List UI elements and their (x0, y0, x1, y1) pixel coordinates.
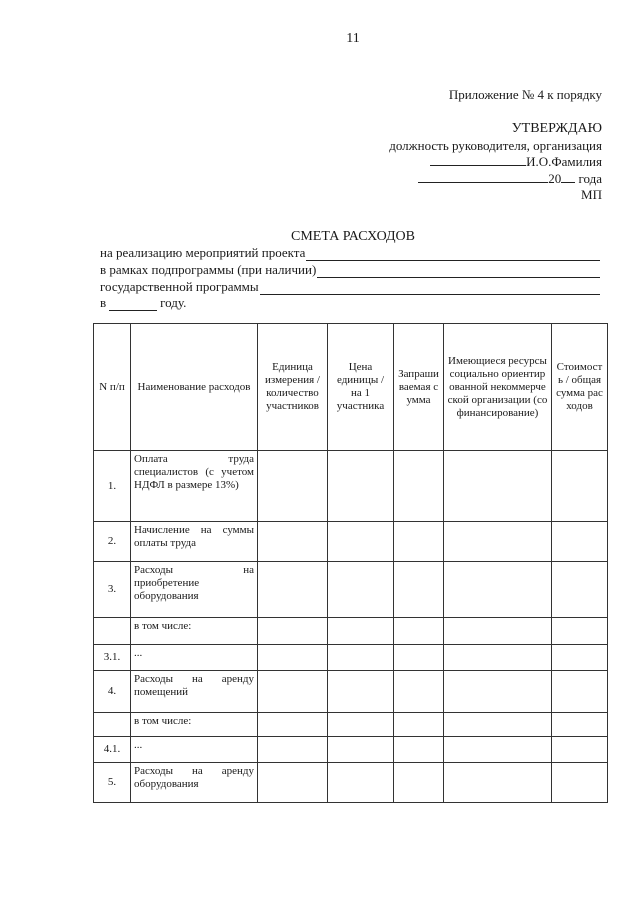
cell-requested[interactable] (394, 451, 444, 522)
cell-price[interactable] (328, 763, 394, 803)
year-suffix: году. (160, 295, 187, 310)
cell-total[interactable] (552, 562, 608, 618)
year-prefix: в (100, 295, 107, 310)
table-row (94, 763, 608, 803)
cell-requested[interactable] (394, 618, 444, 645)
cell-requested[interactable] (394, 645, 444, 671)
cell-total[interactable] (552, 522, 608, 562)
row-name: Расходы на аренду оборудования (131, 763, 258, 803)
cell-resources[interactable] (444, 671, 552, 713)
cell-unit[interactable] (258, 713, 328, 737)
year-blank-field (109, 298, 157, 311)
row-name: Оплата труда специалистов (с учетом НДФЛ в размере 13%) (131, 451, 258, 522)
table-row (94, 671, 608, 713)
row-num: 3. (94, 562, 131, 618)
cell-requested[interactable] (394, 522, 444, 562)
expense-table (93, 323, 608, 803)
project-line (100, 245, 600, 261)
row-num (94, 618, 131, 645)
cell-unit[interactable] (258, 451, 328, 522)
row-num (94, 713, 131, 737)
cell-resources[interactable] (444, 562, 552, 618)
position-label: должность руководителя, организация (389, 138, 602, 153)
row-name: Расходы на приобретение оборудования (131, 562, 258, 618)
cell-requested[interactable] (394, 737, 444, 763)
subprogram-label: в рамках подпрограммы (при наличии) (100, 262, 317, 277)
cell-resources[interactable] (444, 522, 552, 562)
row-name: ... (131, 645, 258, 671)
approve-label: УТВЕРЖДАЮ (511, 121, 602, 136)
cell-total[interactable] (552, 713, 608, 737)
row-num: 4.1. (94, 737, 131, 763)
date-year: 20 (548, 171, 562, 186)
cell-total[interactable] (552, 763, 608, 803)
row-num: 3.1. (94, 645, 131, 671)
project-blank (306, 248, 600, 261)
cell-requested[interactable] (394, 763, 444, 803)
table-row (94, 713, 608, 737)
year-line (100, 295, 600, 311)
cell-unit[interactable] (258, 522, 328, 562)
cell-resources[interactable] (444, 763, 552, 803)
cell-unit[interactable] (258, 763, 328, 803)
table-row (94, 645, 608, 671)
cell-price[interactable] (328, 737, 394, 763)
cell-unit[interactable] (258, 562, 328, 618)
row-num: 4. (94, 671, 131, 713)
row-num: 2. (94, 522, 131, 562)
table-row (94, 562, 608, 618)
cell-unit[interactable] (258, 618, 328, 645)
row-num: 1. (94, 451, 131, 522)
row-name: в том числе: (131, 618, 258, 645)
cell-price[interactable] (328, 645, 394, 671)
signature-name: И.О.Фамилия (526, 154, 602, 169)
table-row (94, 522, 608, 562)
cell-price[interactable] (328, 671, 394, 713)
cell-requested[interactable] (394, 671, 444, 713)
cell-price[interactable] (328, 522, 394, 562)
table-row (94, 451, 608, 522)
cell-total[interactable] (552, 618, 608, 645)
cell-price[interactable] (328, 618, 394, 645)
cell-resources[interactable] (444, 645, 552, 671)
appendix-label: Приложение № 4 к порядку (448, 87, 602, 102)
date-line (418, 170, 602, 187)
row-name: Расходы на аренду помещений (131, 671, 258, 713)
cell-unit[interactable] (258, 737, 328, 763)
cell-price[interactable] (328, 451, 394, 522)
year-blank (561, 170, 575, 183)
subprogram-blank (317, 265, 600, 278)
row-name: в том числе: (131, 713, 258, 737)
col-header-num: N п/п (94, 324, 131, 451)
subprogram-line (100, 262, 600, 278)
cell-unit[interactable] (258, 645, 328, 671)
stamp-label: МП (581, 187, 602, 202)
cell-resources[interactable] (444, 713, 552, 737)
cell-total[interactable] (552, 645, 608, 671)
col-header-price: Цена единицы / на 1 участника (328, 324, 394, 451)
table-row (94, 737, 608, 763)
col-header-requested: Запрашиваемая сумма (394, 324, 444, 451)
cell-total[interactable] (552, 451, 608, 522)
cell-total[interactable] (552, 737, 608, 763)
signature-line (430, 153, 602, 170)
table-header-row (94, 324, 608, 451)
col-header-unit: Единица измерения / количество участников (258, 324, 328, 451)
cell-resources[interactable] (444, 618, 552, 645)
program-label: государственной программы (100, 279, 259, 294)
document-title: СМЕТА РАСХОДОВ (291, 229, 415, 244)
cell-requested[interactable] (394, 713, 444, 737)
row-name: ... (131, 737, 258, 763)
cell-resources[interactable] (444, 451, 552, 522)
program-line (100, 279, 600, 295)
signature-blank (430, 153, 526, 166)
row-num: 5. (94, 763, 131, 803)
cell-requested[interactable] (394, 562, 444, 618)
cell-price[interactable] (328, 713, 394, 737)
cell-total[interactable] (552, 671, 608, 713)
project-label: на реализацию мероприятий проекта (100, 245, 306, 260)
cell-resources[interactable] (444, 737, 552, 763)
date-blank (418, 170, 548, 183)
page-number: 11 (346, 31, 360, 46)
cell-price[interactable] (328, 562, 394, 618)
date-suffix: года (578, 171, 602, 186)
program-blank (260, 282, 600, 295)
row-name: Начисление на суммы оплаты труда (131, 522, 258, 562)
col-header-name: Наименование расходов (131, 324, 258, 451)
col-header-resources: Имеющиеся ресурсы социально ориентированной некоммерческой организации (софинансирование) (444, 324, 552, 451)
cell-unit[interactable] (258, 671, 328, 713)
col-header-total: Стоимость / общая сумма расходов (552, 324, 608, 451)
table-row (94, 618, 608, 645)
